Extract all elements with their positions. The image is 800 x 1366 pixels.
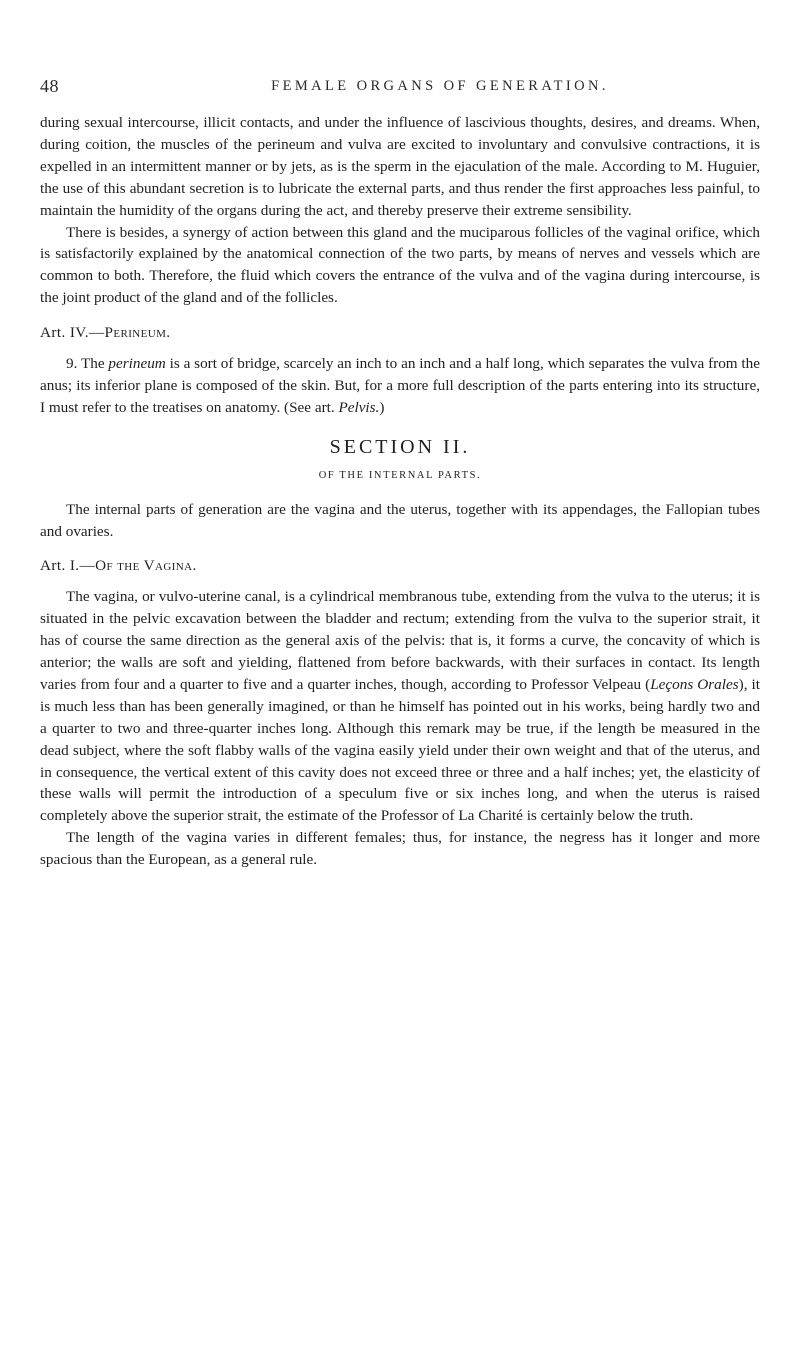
text-run: 9. The bbox=[66, 355, 109, 373]
paragraph-continuation: during sexual intercourse, illicit contacts, and under the influence of lascivious thoughts, desires, and dreams. When, during coition, the muscles of the perineum and vulva are excited to involuntary and convulsive contractions, it is expelled in an intermittent manner or by jets, as is the sperm in the ejaculation of the male. According to M. Huguier, the use of this abundant secretion is to lubricate the external parts, and thus render the first approaches less painful, to maintain the humidity of the organs during the act, and thereby preserve their extreme sensibility. bbox=[40, 114, 760, 219]
term-perineum: perineum bbox=[108, 355, 166, 373]
paragraph-vagina bbox=[40, 586, 760, 827]
reference-pelvis: Pelvis. bbox=[338, 398, 380, 416]
section-title: SECTION II. bbox=[329, 435, 471, 458]
text-run: ) bbox=[379, 398, 385, 416]
paragraph-length-variation: The length of the vagina varies in different females; thus, for instance, the negress has it longer and more spacious than the European, as a general rule. bbox=[40, 829, 760, 869]
text-run: The vagina, or vulvo-uterine canal, is a cylindrical membranous tube, extending from the vulva to the uterus; it is situated in the pelvic excavation between the bladder and rectum; extending from the vulva to the superior strait, it has of course the same direction as the general axis of the pelvis: that is, it forms a curve, the concavity of which is anterior; the walls are soft and yielding, flattened from before backwards, with their surfaces in contact. Its length varies from four and a quarter to five and a quarter inches, though, according to Professor Velpeau ( bbox=[40, 588, 760, 693]
running-head: FEMALE ORGANS OF GENERATION. bbox=[271, 78, 609, 94]
text-run: ), it is much less than has been generally imagined, or than he himself has pointed out in his works, being hardly two and a quarter to two and three-quarter inches long. Although this remark may be true, if the length be measured in the dead subject, where the soft flabby walls of the vagina easily yield under their own weight and that of the uterus, and in consequence, the vertical extent of this cavity does not exceed three or three and a half inches; yet, the elasticity of these walls will permit the introduction of a speculum five or six inches long, and when the uterus is raised completely above the superior strait, the estimate of the Professor of La Charité is certainly below the truth. bbox=[40, 675, 760, 825]
reference-lecons-orales: Leçons Orales bbox=[650, 675, 739, 693]
text-run: is a sort of bridge, scarcely an inch to an inch and a half long, which separates the vulva from the anus; its inferior plane is composed of the skin. But, for a more full description of the parts entering into its structure, I must refer to the treatises on anatomy. (See art. bbox=[40, 355, 760, 416]
article-prefix: Art. I.— bbox=[40, 557, 96, 575]
article-title: Of the Vagina. bbox=[95, 557, 197, 575]
page-header bbox=[0, 76, 800, 106]
paragraph-perineum bbox=[40, 353, 760, 419]
section-subtitle: OF THE INTERNAL PARTS. bbox=[318, 469, 482, 481]
article-heading-perineum bbox=[40, 322, 760, 344]
page-number: 48 bbox=[40, 76, 59, 96]
page-body bbox=[40, 112, 760, 871]
paragraph-synergy: There is besides, a synergy of action between this gland and the muciparous follicles of the vaginal orifice, which is satisfactorily explained by the anatomical connection of the two parts, by means of nerves and vessels which are common to both. Therefore, the fluid which covers the entrance of the vulva and of the vagina during intercourse, is the joint product of the gland and of the follicles. bbox=[40, 223, 760, 307]
paragraph-internal-parts: The internal parts of generation are the vagina and the uterus, together with its appendages, the Fallopian tubes and ovaries. bbox=[40, 500, 760, 540]
article-title: Perineum. bbox=[104, 324, 171, 342]
article-heading-vagina bbox=[40, 555, 760, 577]
article-prefix: Art. IV.— bbox=[40, 324, 105, 342]
